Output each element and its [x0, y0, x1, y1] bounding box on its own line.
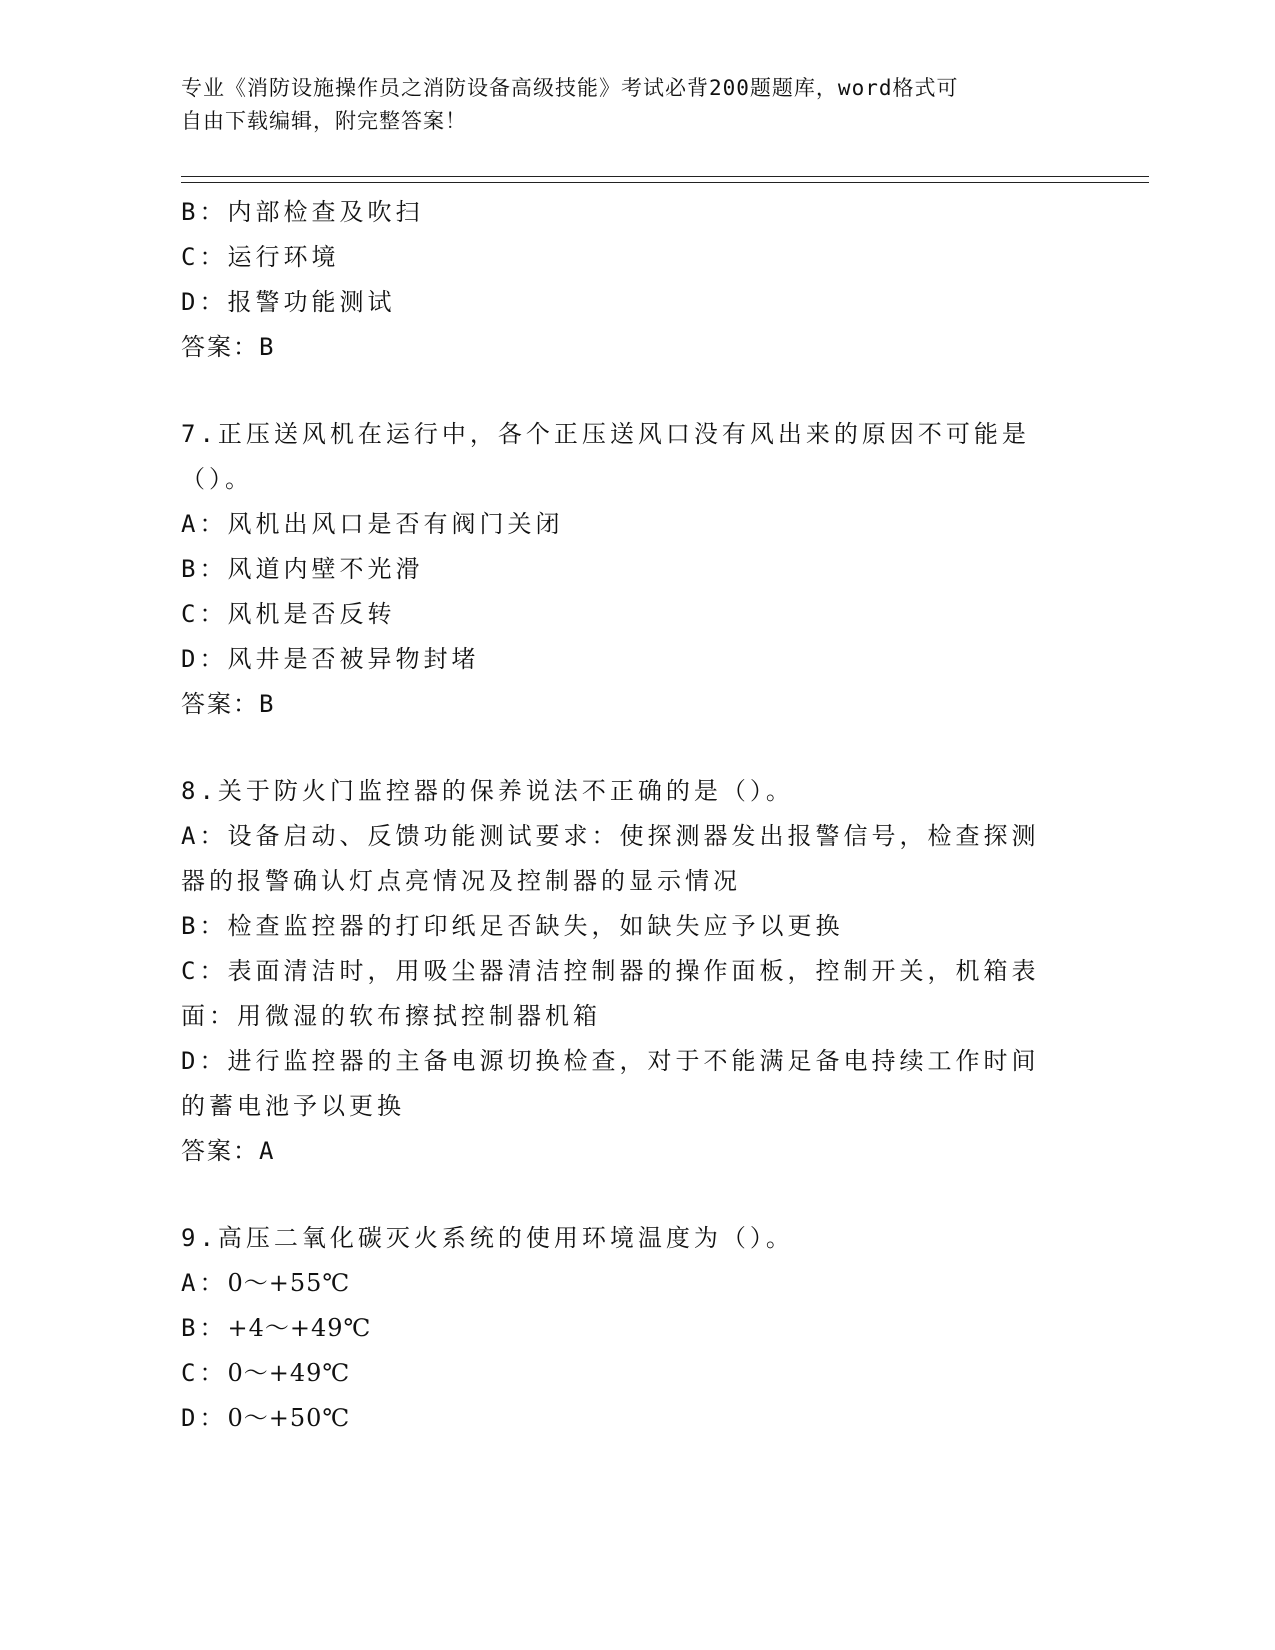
question-stem: 8.关于防火门监控器的保养说法不正确的是（）。: [181, 777, 794, 805]
option-c: C：风机是否反转: [181, 600, 396, 628]
header-line-1: 专业《消防设施操作员之消防设备高级技能》考试必背200题题库，word格式可: [181, 76, 959, 100]
option-a-continued: 器的报警确认灯点亮情况及控制器的显示情况: [181, 867, 741, 895]
option-b: [181, 1306, 1081, 1351]
question-8: [181, 769, 1081, 1174]
option-b: B：风道内壁不光滑: [181, 555, 424, 583]
option-a: A：设备启动、反馈功能测试要求：使探测器发出报警信号，检查探测: [181, 822, 1040, 850]
answer: 答案：B: [181, 690, 276, 718]
option-c: C：表面清洁时，用吸尘器清洁控制器的操作面板，控制开关，机箱表: [181, 957, 1040, 985]
option-label: C：: [181, 1359, 228, 1387]
question-stem-continued: （）。: [181, 465, 253, 493]
option-c: [181, 1351, 1081, 1396]
option-label: D：: [181, 1404, 228, 1432]
option-label: B：: [181, 1314, 228, 1342]
option-b: B：内部检查及吹扫: [181, 198, 424, 226]
option-label: A：: [181, 1269, 228, 1297]
option-value: 0～+55℃: [227, 1269, 351, 1297]
option-d: D：进行监控器的主备电源切换检查，对于不能满足备电持续工作时间: [181, 1047, 1040, 1075]
question-stem: 9.高压二氧化碳灭火系统的使用环境温度为（）。: [181, 1224, 794, 1252]
option-value: 0～+50℃: [227, 1404, 351, 1432]
header-line-2: 自由下载编辑，附完整答案！: [181, 109, 467, 133]
question-9: [181, 1216, 1081, 1441]
option-c: C：运行环境: [181, 243, 340, 271]
question-list: [181, 190, 1081, 1441]
option-d: D：风井是否被异物封堵: [181, 645, 480, 673]
option-a: [181, 1261, 1081, 1306]
question-stem: 7.正压送风机在运行中，各个正压送风口没有风出来的原因不可能是: [181, 420, 1030, 448]
answer: 答案：A: [181, 1137, 276, 1165]
option-d-continued: 的蓄电池予以更换: [181, 1092, 405, 1120]
option-a: A：风机出风口是否有阀门关闭: [181, 510, 564, 538]
option-c-continued: 面：用微湿的软布擦拭控制器机箱: [181, 1002, 601, 1030]
option-d: D：报警功能测试: [181, 288, 396, 316]
option-value: 0～+49℃: [227, 1359, 351, 1387]
header-divider-top: [181, 176, 1149, 177]
question-7: [181, 412, 1081, 727]
answer: 答案：B: [181, 333, 276, 361]
option-value: +4～+49℃: [227, 1314, 372, 1342]
option-d: [181, 1396, 1081, 1441]
option-b: B：检查监控器的打印纸足否缺失，如缺失应予以更换: [181, 912, 844, 940]
document-header: [181, 72, 1061, 138]
question-6-continued: [181, 190, 1081, 370]
header-divider-bottom: [181, 182, 1149, 183]
